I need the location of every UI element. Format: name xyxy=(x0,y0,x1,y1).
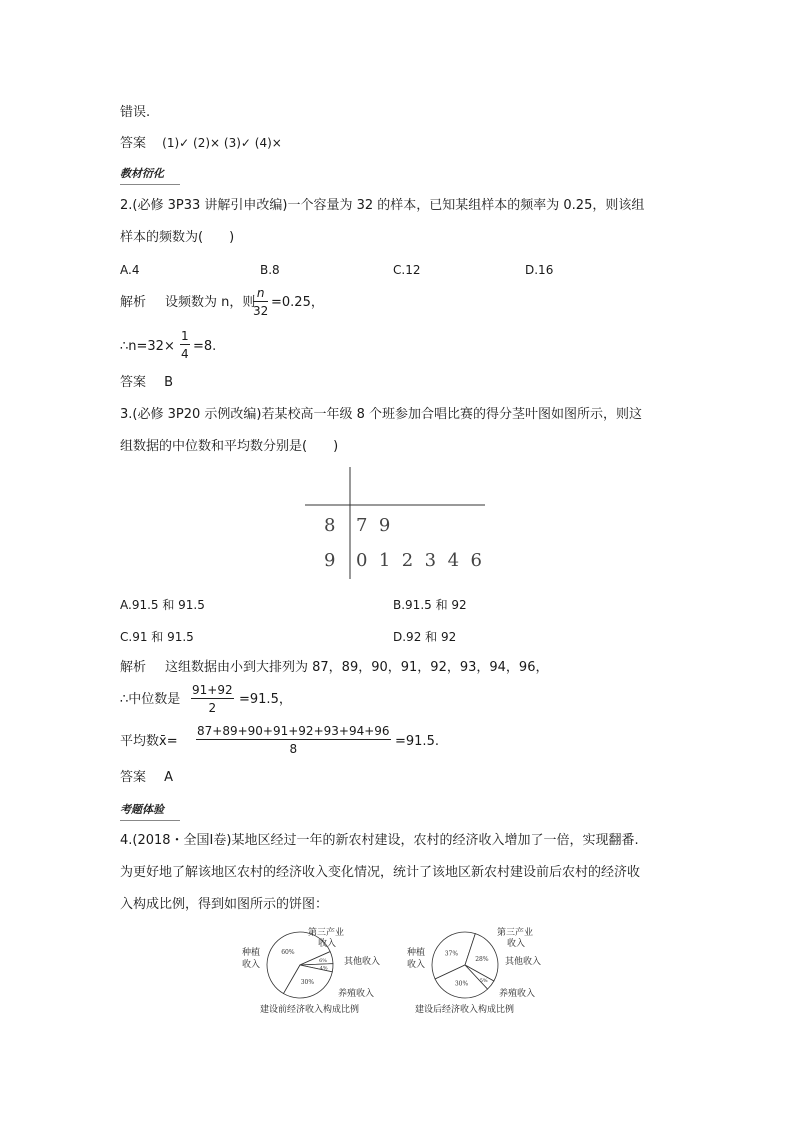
label-tertiary-2: 收入 xyxy=(318,939,337,949)
q2-fraction-2 xyxy=(180,329,190,361)
stem-9: 9 xyxy=(324,550,336,571)
q3-option-b: B.91.5 和 92 xyxy=(393,598,467,612)
answer-label: 答案 xyxy=(120,136,147,151)
pie-after-title: 建设后经济收入构成比例 xyxy=(415,1005,515,1015)
label-tertiary-2: 收入 xyxy=(507,939,526,949)
q3-option-c: C.91 和 91.5 xyxy=(120,630,194,644)
section-textbook: 教材衍化 xyxy=(120,167,164,180)
fraction-numerator: 91+92 xyxy=(192,683,233,697)
q4-line1: 4.(2018・全国Ⅰ卷)某地区经过一年的新农村建设，农村的经济收入增加了一倍，实现翻番. xyxy=(120,833,639,848)
q3-mean-post: =91.5. xyxy=(395,734,439,749)
q2-line3-post: =8. xyxy=(193,339,217,354)
q3-option-a: A.91.5 和 91.5 xyxy=(120,598,205,612)
leaves-8: 7 9 xyxy=(356,515,391,536)
q2-answer xyxy=(120,376,173,389)
label-planting-2: 收入 xyxy=(407,960,426,970)
pie-after-slices xyxy=(432,932,498,998)
q2-line1: 2.(必修 3P33 讲解引申改编)一个容量为 32 的样本，已知某组样本的频率为 0.25，则该组 xyxy=(120,198,645,213)
leaves-9: 0 1 2 3 4 6 xyxy=(356,550,482,571)
q2-solution-eq: =0.25， xyxy=(271,295,324,310)
label-other: 其他收入 xyxy=(505,957,542,967)
section-exam: 考题体验 xyxy=(120,803,164,816)
fraction-numerator: n xyxy=(253,286,268,302)
answer-value: A xyxy=(164,770,174,785)
answer-label: 答案 xyxy=(120,770,147,785)
q3-line1: 3.(必修 3P20 示例改编)若某校高一年级 8 个班参加合唱比赛的得分茎叶图如图所示，则这 xyxy=(120,407,642,422)
label-tertiary-1: 第三产业 xyxy=(308,928,345,938)
fraction-denominator: 8 xyxy=(289,742,298,756)
q3-median-pre: ∴中位数是 xyxy=(120,692,181,707)
q3-median-post: =91.5， xyxy=(239,692,292,707)
label-tertiary-1: 第三产业 xyxy=(497,928,534,938)
pie-slice-label-2: 4% xyxy=(319,965,328,972)
q3-answer xyxy=(120,771,173,784)
label-planting-1: 种植 xyxy=(407,948,426,958)
pie-slice-label-0: 37% xyxy=(444,950,459,958)
q3-solution-text: 这组数据由小到大排列为 87，89，90，91，92，93，94，96， xyxy=(165,660,549,675)
q3-mean-fraction xyxy=(196,724,391,756)
stem-leaf-plot xyxy=(305,467,505,587)
q2-option-d: D.16 xyxy=(525,263,554,277)
q2-option-b: B.8 xyxy=(260,263,280,277)
label-breeding: 养殖收入 xyxy=(499,989,536,999)
q2-option-a: A.4 xyxy=(120,263,140,277)
fraction-numerator: 1 xyxy=(181,329,189,343)
pie-slice-label-3: 30% xyxy=(300,979,315,987)
q3-median-fraction xyxy=(191,683,234,715)
q2-line2: 样本的频数为( ) xyxy=(120,230,235,245)
fraction-denominator: 32 xyxy=(253,304,269,318)
answer-value: (1)✓ (2)× (3)✓ (4)× xyxy=(162,136,282,150)
pie-slice-label-3: 30% xyxy=(454,980,469,988)
answer-label: 答案 xyxy=(120,375,147,390)
top-line: 错误. xyxy=(120,105,151,120)
stem-8: 8 xyxy=(324,515,336,536)
q3-line2: 组数据的中位数和平均数分别是( ) xyxy=(120,439,339,454)
q4-line3: 入构成比例，得到如图所示的饼图： xyxy=(120,897,329,912)
q1-answer xyxy=(120,137,282,150)
q3-mean-pre: 平均数x̄= xyxy=(120,734,178,749)
pie-slice-label-1: 6% xyxy=(319,958,328,965)
pie-slice-label-0: 60% xyxy=(281,949,295,956)
q3-solution-label: 解析 xyxy=(120,660,147,675)
q2-solution-label: 解析 xyxy=(120,295,147,310)
q2-solution-text: 设频数为 n，则 xyxy=(165,295,256,310)
answer-value: B xyxy=(164,375,174,390)
q2-option-c: C.12 xyxy=(393,263,421,277)
pie-slice-label-1: 28% xyxy=(475,955,489,963)
pie-slice-label-2: 5% xyxy=(479,978,488,985)
fraction-denominator: 2 xyxy=(208,701,217,715)
q3-option-d: D.92 和 92 xyxy=(393,630,457,644)
fraction-numerator: 87+89+90+91+92+93+94+96 xyxy=(197,724,390,738)
label-other: 其他收入 xyxy=(344,957,381,967)
pie-chart-after xyxy=(405,922,725,1022)
q4-line2: 为更好地了解该地区农村的经济收入变化情况，统计了该地区新农村建设前后农村的经济收 xyxy=(120,865,641,880)
label-planting-1: 种植 xyxy=(242,948,261,958)
label-breeding: 养殖收入 xyxy=(338,989,375,999)
label-planting-2: 收入 xyxy=(242,960,261,970)
q2-line3-pre: ∴n=32× xyxy=(120,339,175,354)
pie-before-title: 建设前经济收入构成比例 xyxy=(260,1005,360,1015)
fraction-denominator: 4 xyxy=(181,347,189,361)
q2-fraction xyxy=(253,286,268,318)
